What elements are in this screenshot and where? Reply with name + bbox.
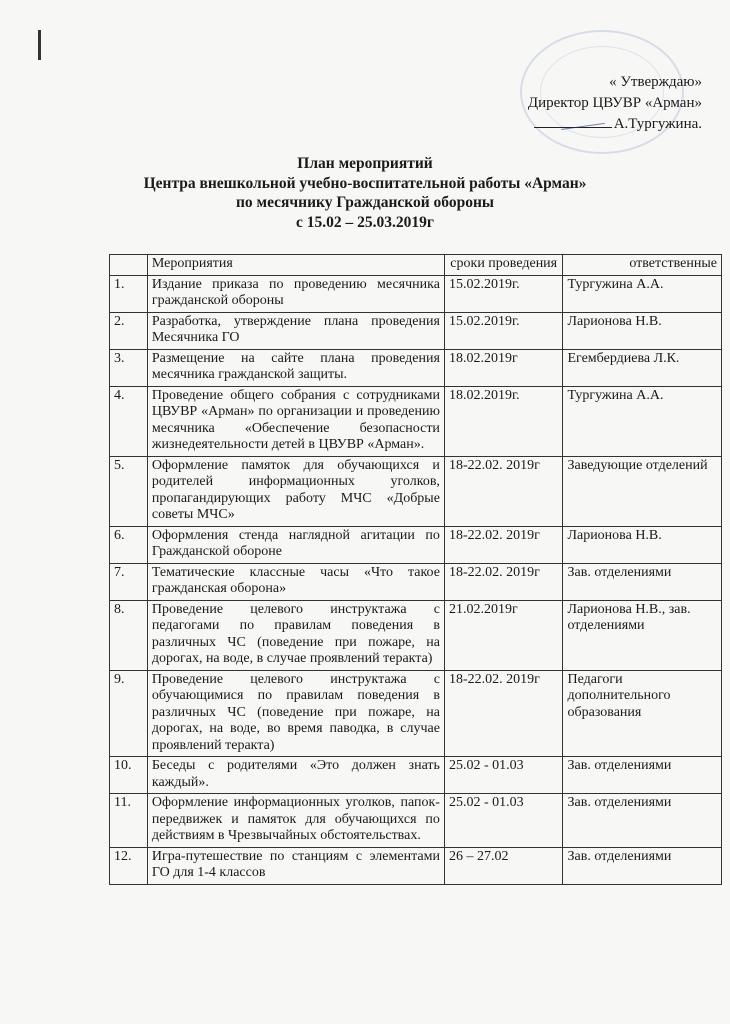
approval-line-2: Директор ЦВУВР «Арман» — [527, 95, 702, 111]
row-num: 2. — [110, 312, 148, 349]
row-num: 1. — [110, 275, 148, 312]
table-row — [110, 386, 722, 456]
row-date: 18-22.02. 2019г — [444, 526, 563, 563]
row-event: Проведение целевого инструктажа с обучающимися по правилам поведения в различных ЧС (поведение при пожаре, на дорогах, на воде, во время паводка, в случае проявлений теракта) — [147, 670, 444, 757]
row-date: 18-22.02. 2019г — [444, 670, 563, 757]
approval-line-3 — [528, 114, 702, 135]
header-event: Мероприятия — [147, 255, 444, 276]
row-resp: Педагоги дополнительного образования — [563, 670, 722, 757]
table-row — [110, 670, 722, 757]
approval-block — [528, 72, 702, 135]
row-date: 21.02.2019г — [444, 600, 563, 670]
row-event: Оформления стенда наглядной агитации по Гражданской обороне — [147, 526, 444, 563]
table-row — [110, 563, 722, 600]
document-title — [0, 154, 730, 232]
row-event: Проведение целевого инструктажа с педагогами по правилам поведения в различных ЧС (поведение при пожаре, на дорогах, на воде, в случае проявлений теракта) — [147, 600, 444, 670]
row-num: 7. — [110, 563, 148, 600]
row-date: 25.02 - 01.03 — [444, 794, 563, 848]
row-resp: Тургужина А.А. — [563, 275, 722, 312]
row-date: 18.02.2019г. — [444, 386, 563, 456]
row-date: 25.02 - 01.03 — [444, 757, 563, 794]
row-event: Игра-путешествие по станциям с элементами ГО для 1-4 классов — [147, 847, 444, 884]
header-date: сроки проведения — [444, 255, 563, 276]
row-resp: Ларионова Н.В. — [563, 312, 722, 349]
table-row — [110, 600, 722, 670]
row-resp: Ларионова Н.В., зав. отделениями — [563, 600, 722, 670]
row-num: 10. — [110, 757, 148, 794]
row-num: 11. — [110, 794, 148, 848]
row-event: Размещение на сайте плана проведения месячника гражданской защиты. — [147, 349, 444, 386]
events-table — [109, 254, 722, 885]
row-num: 3. — [110, 349, 148, 386]
title-line-4: с 15.02 – 25.03.2019г — [296, 213, 434, 231]
row-event: Разработка, утверждение плана проведения Месячника ГО — [147, 312, 444, 349]
table-row — [110, 847, 722, 884]
approval-line-1: « Утверждаю» — [609, 74, 702, 90]
title-line-3: по месячнику Гражданской обороны — [235, 194, 494, 211]
row-resp: Егембердиева Л.К. — [563, 349, 722, 386]
row-num: 6. — [110, 526, 148, 563]
row-date: 18.02.2019г — [444, 349, 563, 386]
row-resp: Зав. отделениями — [563, 757, 722, 794]
row-date: 15.02.2019г. — [444, 312, 563, 349]
row-num: 12. — [110, 847, 148, 884]
row-resp: Ларионова Н.В. — [563, 526, 722, 563]
row-resp: Тургужина А.А. — [563, 386, 722, 456]
row-num: 8. — [110, 600, 148, 670]
row-event: Оформление информационных уголков, папок-передвижек и памяток для обучающихся по действиям в Чрезвычайных обстоятельствах. — [147, 794, 444, 848]
row-event: Издание приказа по проведению месячника гражданской обороны — [147, 275, 444, 312]
header-num — [110, 255, 148, 276]
row-resp: Зав. отделениями — [563, 847, 722, 884]
table-row — [110, 757, 722, 794]
row-event: Проведение общего собрания с сотрудниками ЦВУВР «Арман» по организации и проведению месячника «Обеспечение безопасности жизнедеятельности детей в ЦВУВР «Арман». — [147, 386, 444, 456]
row-event: Оформление памяток для обучающихся и родителей информационных уголков, пропагандирующих работу МЧС «Добрые советы МЧС» — [147, 456, 444, 526]
row-event: Тематические классные часы «Что такое гражданская оборона» — [147, 563, 444, 600]
table-row — [110, 794, 722, 848]
row-resp: Заведующие отделений — [563, 456, 722, 526]
row-resp: Зав. отделениями — [563, 794, 722, 848]
approval-signer: А.Тургужина. — [613, 116, 702, 132]
table-row — [110, 526, 722, 563]
table-row — [110, 349, 722, 386]
title-line-1: План мероприятий — [297, 155, 433, 172]
table-row — [110, 275, 722, 312]
table-row — [110, 312, 722, 349]
row-date: 15.02.2019г. — [444, 275, 563, 312]
row-date: 18-22.02. 2019г — [444, 563, 563, 600]
row-event: Беседы с родителями «Это должен знать каждый». — [147, 757, 444, 794]
header-resp: ответственные — [563, 255, 722, 276]
table-row — [110, 456, 722, 526]
row-num: 9. — [110, 670, 148, 757]
margin-mark — [38, 30, 41, 60]
row-resp: Зав. отделениями — [563, 563, 722, 600]
row-date: 26 – 27.02 — [444, 847, 563, 884]
row-num: 5. — [110, 456, 148, 526]
row-num: 4. — [110, 386, 148, 456]
row-date: 18-22.02. 2019г — [444, 456, 563, 526]
table-header-row — [110, 255, 722, 276]
title-line-2: Центра внешкольной учебно-воспитательной работы «Арман» — [143, 174, 587, 192]
